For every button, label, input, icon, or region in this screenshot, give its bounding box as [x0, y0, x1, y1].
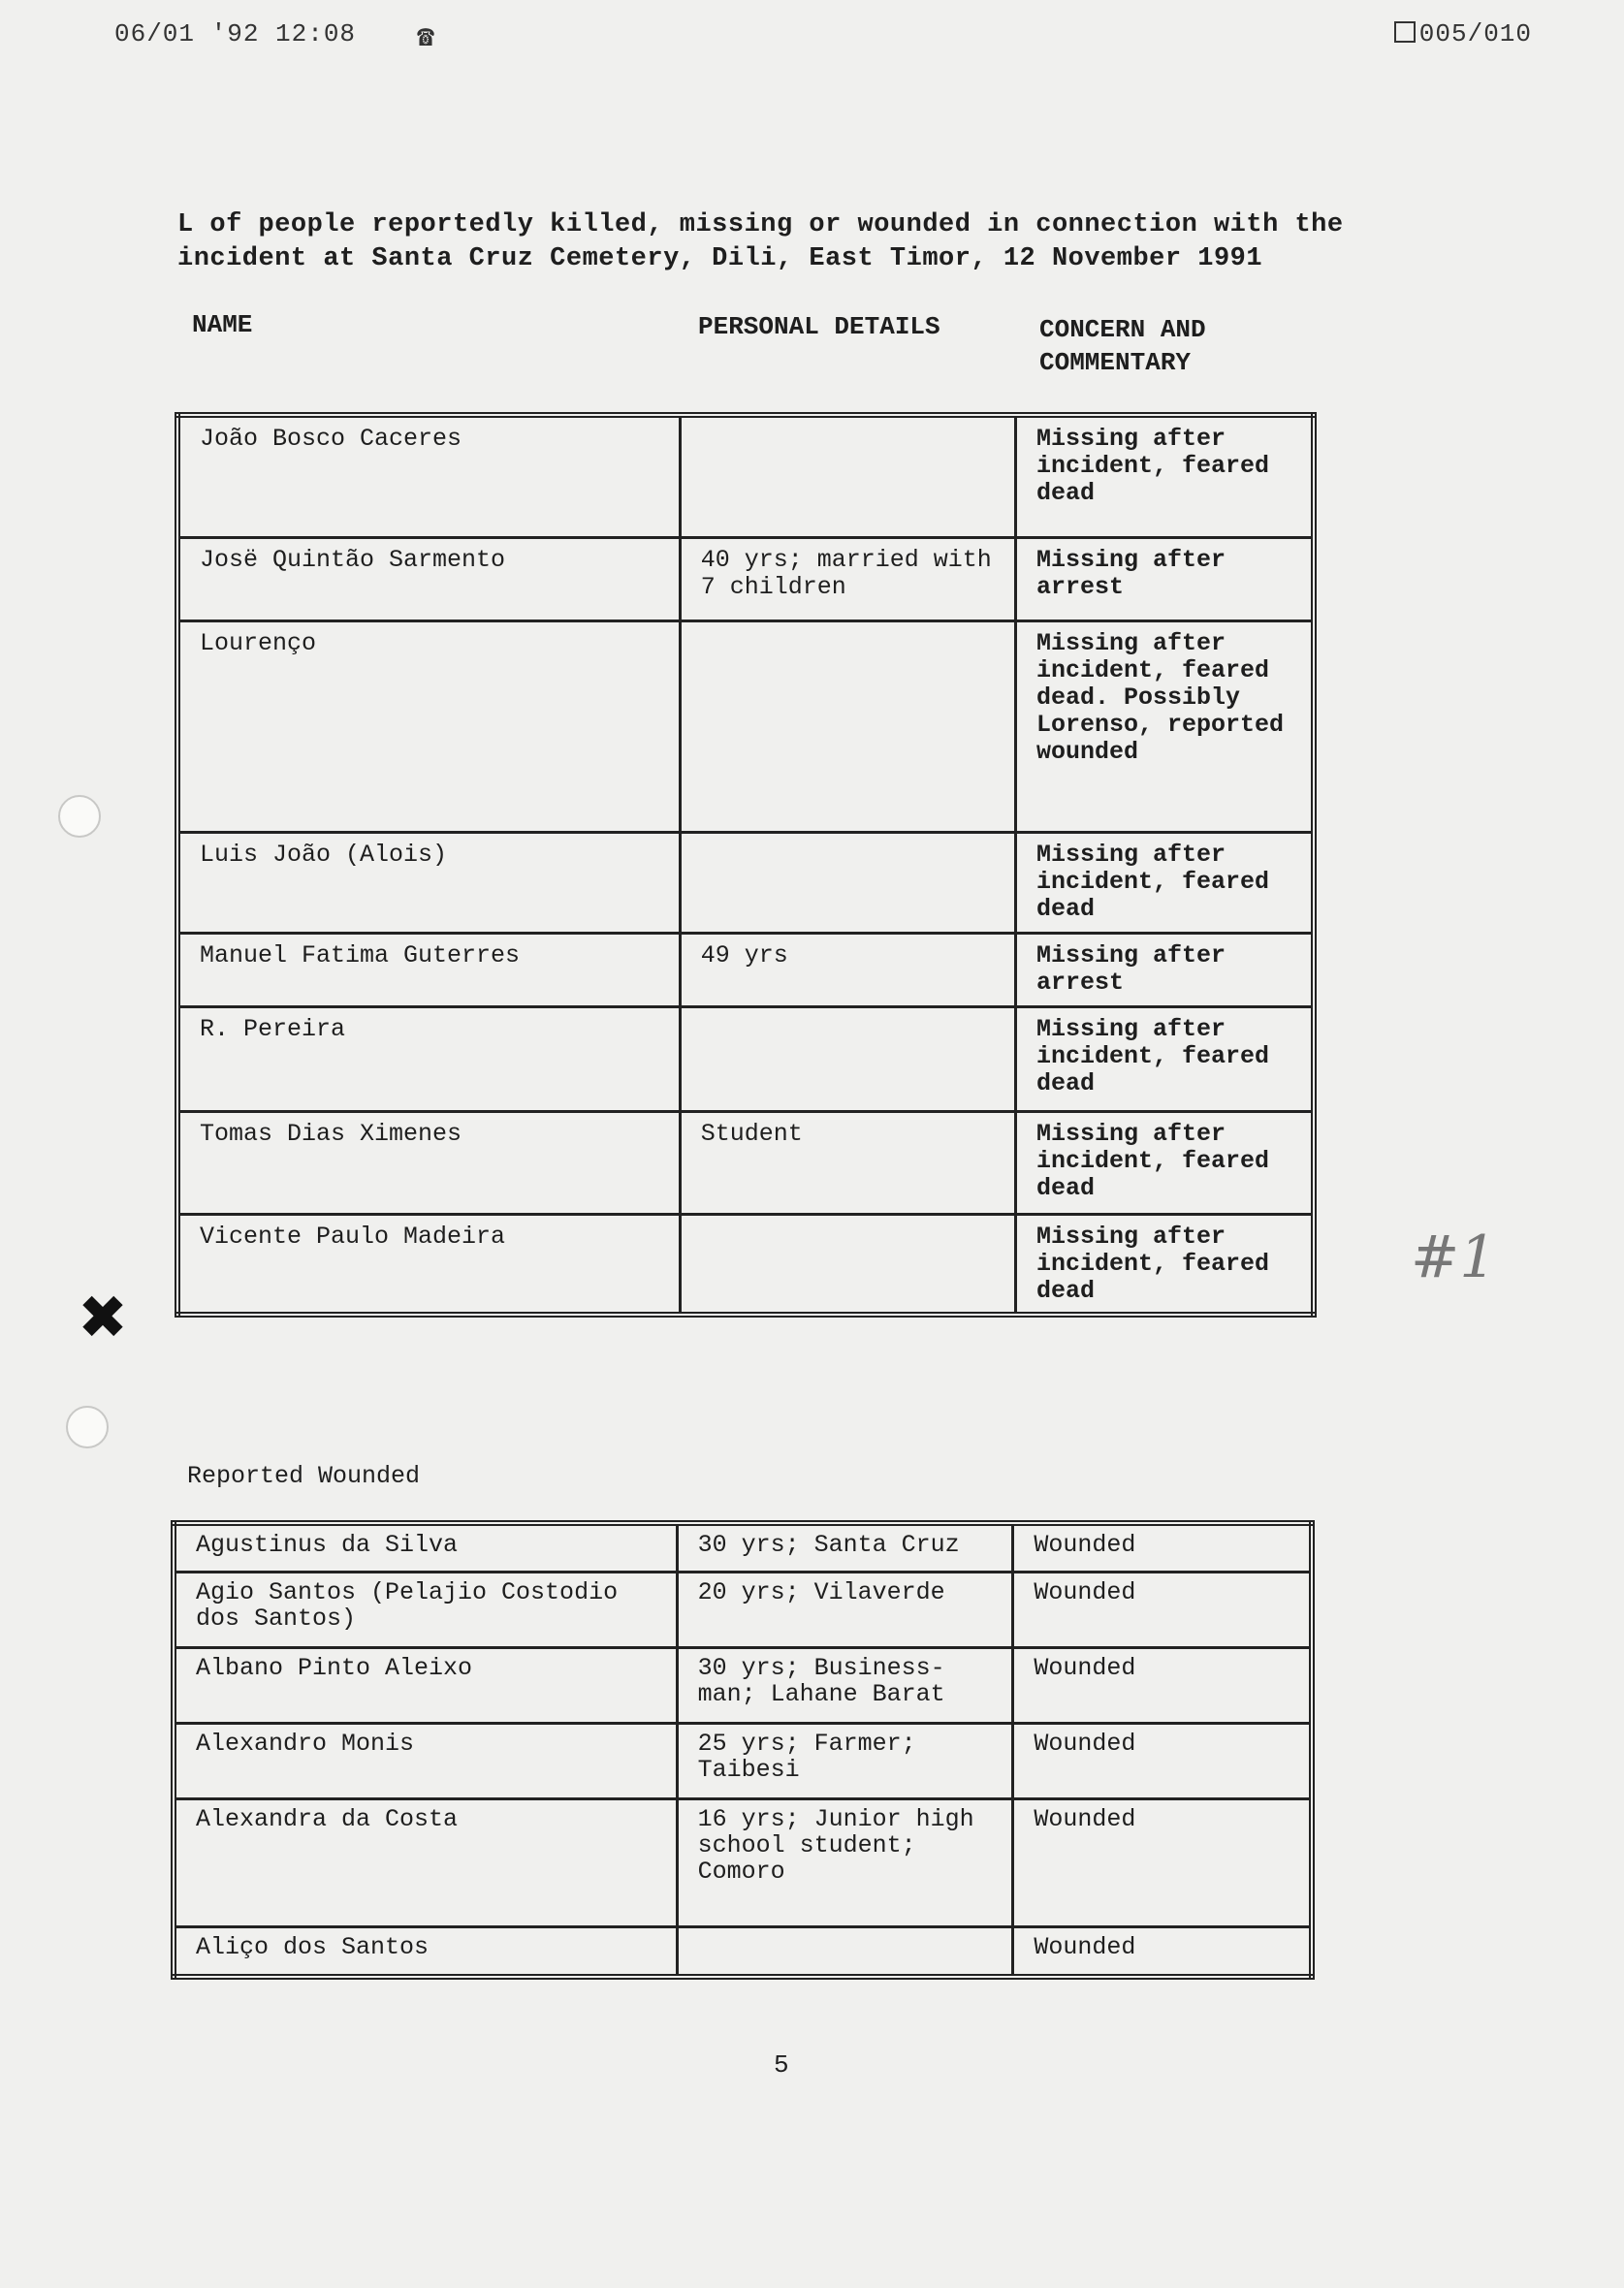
column-header-concern: CONCERN AND COMMENTARY [1039, 315, 1206, 377]
concern-commentary: Missing after incident, feared dead [1015, 415, 1314, 537]
fax-header [0, 19, 1624, 58]
person-name: Vicente Paulo Madeira [177, 1214, 680, 1315]
table-row [174, 1798, 1312, 1926]
concern-commentary: Missing after incident, feared dead [1015, 832, 1314, 933]
page-counter-text: 005/010 [1418, 19, 1532, 48]
person-name: Luis João (Alois) [177, 832, 680, 933]
table-row [174, 1926, 1312, 1977]
table-row [174, 1647, 1312, 1723]
concern-commentary: Wounded [1013, 1926, 1312, 1977]
personal-details: 30 yrs; Santa Cruz [677, 1523, 1013, 1572]
column-header-details: PERSONAL DETAILS [698, 312, 940, 341]
fax-datetime: 06/01 '92 12:08 [114, 19, 357, 48]
personal-details [680, 1214, 1015, 1315]
personal-details [680, 620, 1015, 832]
personal-details: 30 yrs; Business-man; Lahane Barat [677, 1647, 1013, 1723]
personal-details [680, 832, 1015, 933]
personal-details [680, 1006, 1015, 1111]
punch-hole [58, 795, 101, 838]
missing-table [175, 412, 1317, 1318]
concern-commentary: Wounded [1013, 1723, 1312, 1798]
table-row [174, 1523, 1312, 1572]
person-name: Agustinus da Silva [174, 1523, 677, 1572]
personal-details [677, 1926, 1013, 1977]
personal-details [680, 415, 1015, 537]
person-name: Lourenço [177, 620, 680, 832]
person-name: Tomas Dias Ximenes [177, 1111, 680, 1214]
concern-commentary: Missing after incident, feared dead [1015, 1111, 1314, 1214]
handwritten-annotation: #1 [1411, 1223, 1497, 1291]
personal-details: 40 yrs; married with 7 children [680, 537, 1015, 620]
title-line-2: incident at Santa Cruz Cemetery, Dili, East Timor, 12 November 1991 [177, 244, 1263, 273]
person-name: R. Pereira [177, 1006, 680, 1111]
person-name: Alexandro Monis [174, 1723, 677, 1798]
title-line-1: L of people reportedly killed, missing or wounded in connection with the [177, 210, 1344, 239]
person-name: Aliço dos Santos [174, 1926, 677, 1977]
table-row [177, 933, 1314, 1006]
personal-details: 16 yrs; Junior high school student; Comoro [677, 1798, 1013, 1926]
table-row [177, 1006, 1314, 1111]
wounded-table [171, 1520, 1315, 1980]
concern-commentary: Wounded [1013, 1572, 1312, 1647]
personal-details: 49 yrs [680, 933, 1015, 1006]
section-label-wounded: Reported Wounded [187, 1462, 421, 1490]
margin-cross-mark: ✖ [78, 1282, 128, 1352]
phone-icon: ☎ [417, 22, 435, 55]
page-number: 5 [774, 2050, 789, 2080]
fax-page-counter [1394, 19, 1532, 48]
table-row [177, 1111, 1314, 1214]
concern-commentary: Missing after arrest [1015, 933, 1314, 1006]
concern-commentary: Missing after arrest [1015, 537, 1314, 620]
concern-commentary: Wounded [1013, 1647, 1312, 1723]
person-name: Agio Santos (Pelajio Costodio dos Santos) [174, 1572, 677, 1647]
table-row [174, 1723, 1312, 1798]
personal-details: 20 yrs; Vilaverde [677, 1572, 1013, 1647]
table-row [177, 537, 1314, 620]
person-name: João Bosco Caceres [177, 415, 680, 537]
table-row [177, 1214, 1314, 1315]
concern-commentary: Missing after incident, feared dead. Possibly Lorenso, reported wounded [1015, 620, 1314, 832]
concern-commentary: Wounded [1013, 1798, 1312, 1926]
concern-commentary: Wounded [1013, 1523, 1312, 1572]
table-row [177, 415, 1314, 537]
concern-commentary: Missing after incident, feared dead [1015, 1214, 1314, 1315]
person-name: Manuel Fatima Guterres [177, 933, 680, 1006]
table-row [177, 832, 1314, 933]
checkbox-icon [1394, 21, 1416, 43]
table-row [177, 620, 1314, 832]
concern-commentary: Missing after incident, feared dead [1015, 1006, 1314, 1111]
table-row [174, 1572, 1312, 1647]
person-name: Josë Quintão Sarmento [177, 537, 680, 620]
column-header-name: NAME [192, 310, 253, 339]
person-name: Albano Pinto Aleixo [174, 1647, 677, 1723]
personal-details: Student [680, 1111, 1015, 1214]
person-name: Alexandra da Costa [174, 1798, 677, 1926]
personal-details: 25 yrs; Farmer; Taibesi [677, 1723, 1013, 1798]
document-title [177, 208, 1438, 276]
punch-hole [66, 1406, 109, 1448]
